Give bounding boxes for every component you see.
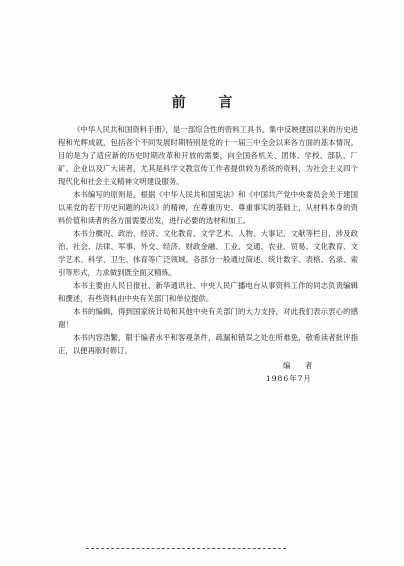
footer-divider: [86, 548, 286, 549]
page-title: 前 言: [171, 95, 247, 111]
paragraph-disclaimer: 本书内容浩繁，限于编者水平和客观条件，疏漏和错误之处在所难免，敬希读者批评指正，以便再版时修订。: [58, 333, 358, 355]
paragraph-sections: 本书分概况、政治、经济、文化教育、文学艺术、人物、大事记、文献等栏目，涉及政治、社会、法律、军事、外交、经济、财政金融、工业、交通、农业、贸易、文化教育、文学艺术、科学、卫生、体育等广泛领域。各部分一般通过简述、统计数字、表格、名录、索引等形式，力求做到既全面又精炼。: [58, 229, 358, 277]
signature-date: 1986年7月: [266, 374, 312, 383]
signature-author: 编 者: [283, 361, 319, 370]
paragraph-thanks: 本书的编辑，得到国家统计局和其他中央有关部门的大力支持，对此我们表示衷心的感谢！: [58, 307, 358, 329]
preface-body: [58, 123, 358, 357]
paragraph-editors: 本书主要由人民日报社、新华通讯社、中央人民广播电台从事资料工作的同志负责编辑和撰述，有些资料由中央有关部门和单位提供。: [58, 281, 358, 303]
paragraph-principles: 本书编写的原则是，根据《中华人民共和国宪法》和《中国共产党中央委员会关于建国以来党的若干历史问题的决议》的精神，在尊重历史、尊重事实的基础上，从材料本身的资料价值和读者的各方面需要出发，进行必要的选材和加工。: [58, 190, 358, 225]
paragraph-intro: 《中华人民共和国资料手册》，是一部综合性的资料工具书。集中反映建国以来的历史进程和光辉成就，包括各个不同发展时期特别是党的十一届三中全会以来各方面的基本情况。目的是为了适应新的历史时期改革和开放的需要，向全国各机关、团体、学校、部队、厂矿、企业以及广大读者，尤其是科学文教宣传工作者提供较为系统的资料，为社会主义四个现代化和社会主义精神文明建设服务。: [58, 125, 358, 186]
